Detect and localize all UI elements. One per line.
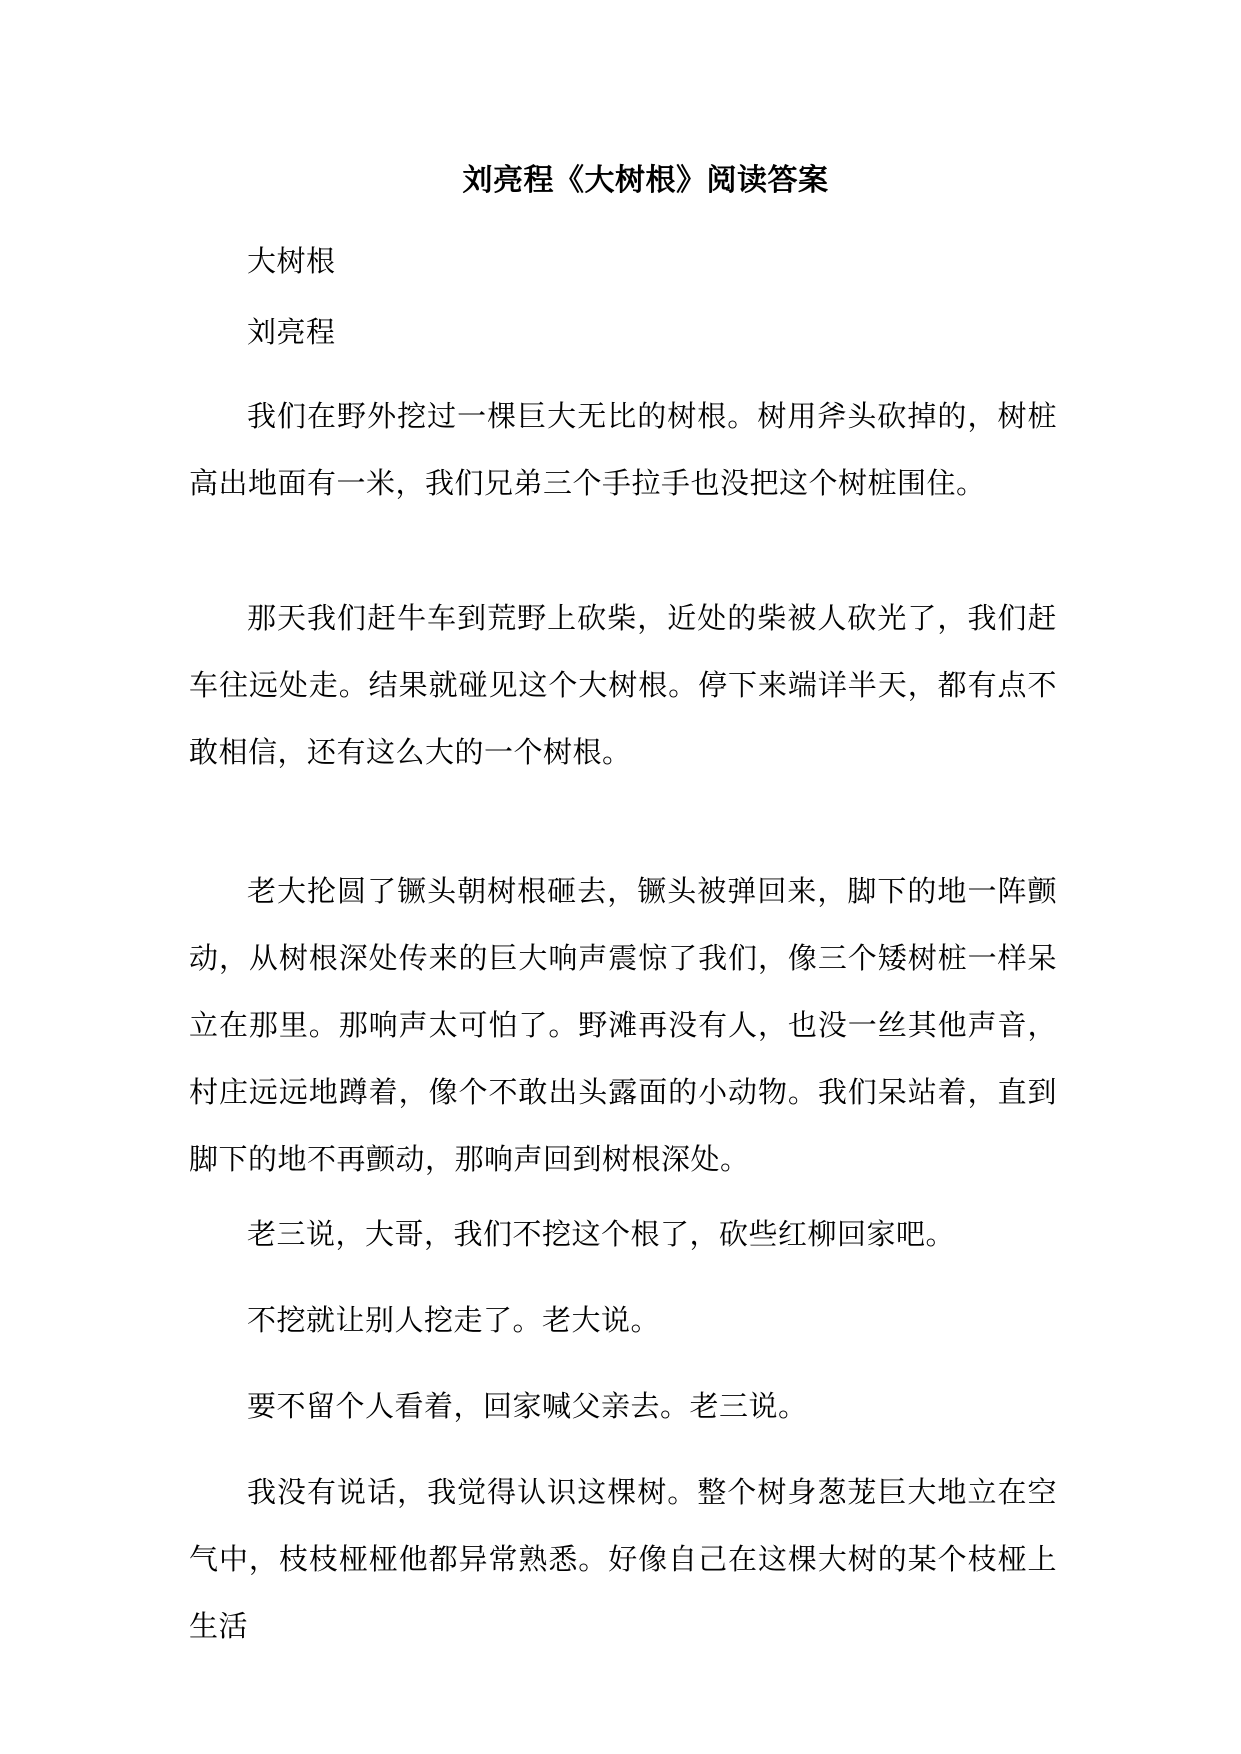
document-title: 刘亮程《大树根》阅读答案 [462, 163, 829, 198]
paragraph-7: 我没有说话，我觉得认识这棵树。整个树身葱茏巨大地立在空气中，枝枝桠桠他都异常熟悉。好像自己在这棵大树的某个枝桠上生活 [189, 1475, 1057, 1643]
paragraph-1: 我们在野外挖过一棵巨大无比的树根。树用斧头砍掉的，树桩高出地面有一米，我们兄弟三个手拉手也没把这个树桩围住。 [189, 399, 1057, 500]
paragraph-5: 不挖就让别人挖走了。老大说。 [247, 1303, 661, 1337]
paragraph-4: 老三说，大哥，我们不挖这个根了，砍些红柳回家吧。 [247, 1217, 956, 1251]
essay-author: 刘亮程 [247, 315, 336, 349]
paragraph-3: 老大抡圆了镢头朝树根砸去，镢头被弹回来，脚下的地一阵颤动，从树根深处传来的巨大响声震惊了我们，像三个矮树桩一样呆立在那里。那响声太可怕了。野滩再没有人，也没一丝其他声音，村庄远远地蹲着，像个不敢出头露面的小动物。我们呆站着，直到脚下的地不再颤动，那响声回到树根深处。 [189, 874, 1057, 1176]
paragraph-2: 那天我们赶牛车到荒野上砍柴，近处的柴被人砍光了，我们赶车往远处走。结果就碰见这个大树根。停下来端详半天，都有点不敢相信，还有这么大的一个树根。 [189, 601, 1057, 769]
paragraph-6: 要不留个人看着，回家喊父亲去。老三说。 [247, 1389, 808, 1423]
essay-heading: 大树根 [247, 244, 336, 278]
